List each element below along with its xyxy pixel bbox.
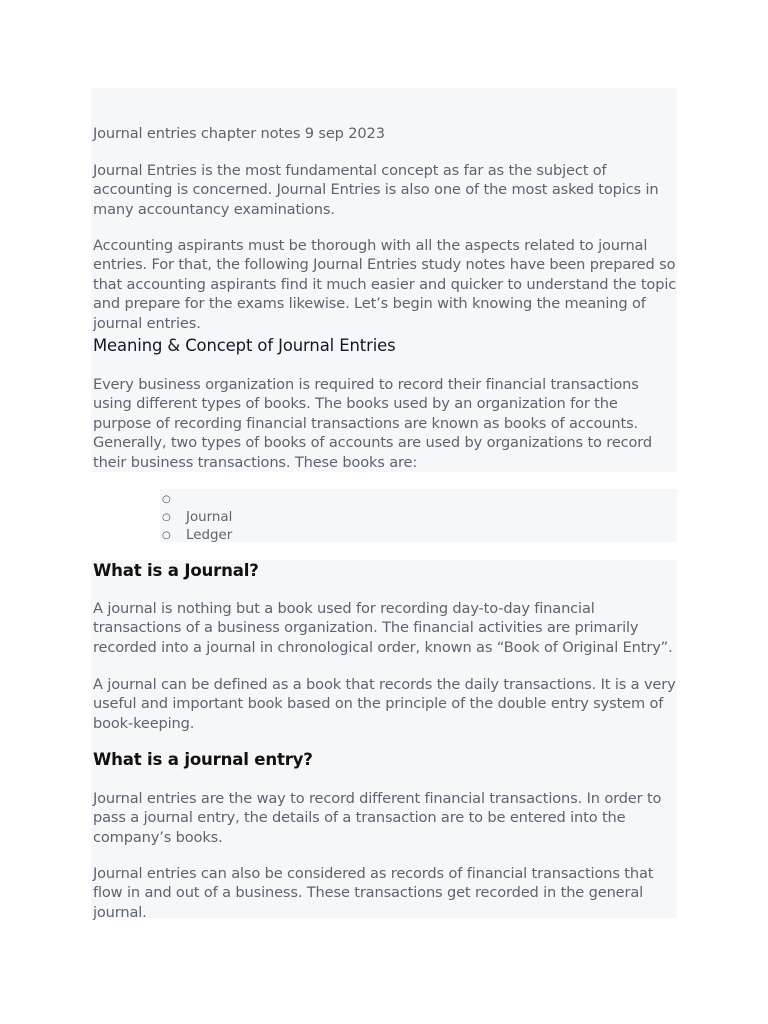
section-heading-journal-entry: What is a journal entry? bbox=[93, 750, 313, 769]
intro-paragraph: Accounting aspirants must be thorough with all the aspects related to journal entries. For that, the following Journal Entries study notes have been prepared so that accounting aspirants find it much easier and quicker to understand the topic and prepare for the exams likewise. Let’s begin with knowing the meaning of journal entries. bbox=[93, 237, 677, 332]
document-title: Journal entries chapter notes 9 sep 2023 bbox=[93, 125, 385, 142]
intro-paragraph: Journal Entries is the most fundamental concept as far as the subject of accounting is concerned. Journal Entries is also one of the most asked topics in many accountancy examinations. bbox=[93, 162, 659, 218]
list-item bbox=[160, 491, 677, 509]
list-item bbox=[160, 527, 677, 545]
section-paragraph: A journal can be defined as a book that records the daily transactions. It is a very useful and important book based on the principle of the double entry system of book-keeping. bbox=[93, 676, 676, 732]
section-paragraph: Journal entries are the way to record different financial transactions. In order to pass a journal entry, the details of a transaction are to be entered into the company’s books. bbox=[93, 790, 662, 846]
bullet-icon: ○ bbox=[162, 494, 171, 505]
list-item-label: Journal bbox=[186, 510, 233, 525]
list-item bbox=[160, 509, 677, 527]
bullet-icon: ○ bbox=[162, 530, 171, 541]
section-paragraph: A journal is nothing but a book used for recording day-to-day financial transactions of a business organization. The financial activities are primarily recorded into a journal in chronological order, known as “Book of Original Entry”. bbox=[93, 600, 673, 656]
section-heading-meaning: Meaning & Concept of Journal Entries bbox=[93, 336, 396, 355]
bullet-icon: ○ bbox=[162, 512, 171, 523]
section-paragraph: Every business organization is required to record their financial transactions using different types of books. The books used by an organization for the purpose of recording financial transactions are known as books of accounts. Generally, two types of books of accounts are used by organizations to record their business transactions. These books are: bbox=[93, 376, 653, 471]
section-paragraph: Journal entries can also be considered as records of financial transactions that flow in and out of a business. These transactions get recorded in the general journal. bbox=[93, 865, 654, 921]
books-list bbox=[160, 491, 677, 545]
section-heading-journal: What is a Journal? bbox=[93, 561, 259, 580]
list-item-label: Ledger bbox=[186, 528, 233, 543]
